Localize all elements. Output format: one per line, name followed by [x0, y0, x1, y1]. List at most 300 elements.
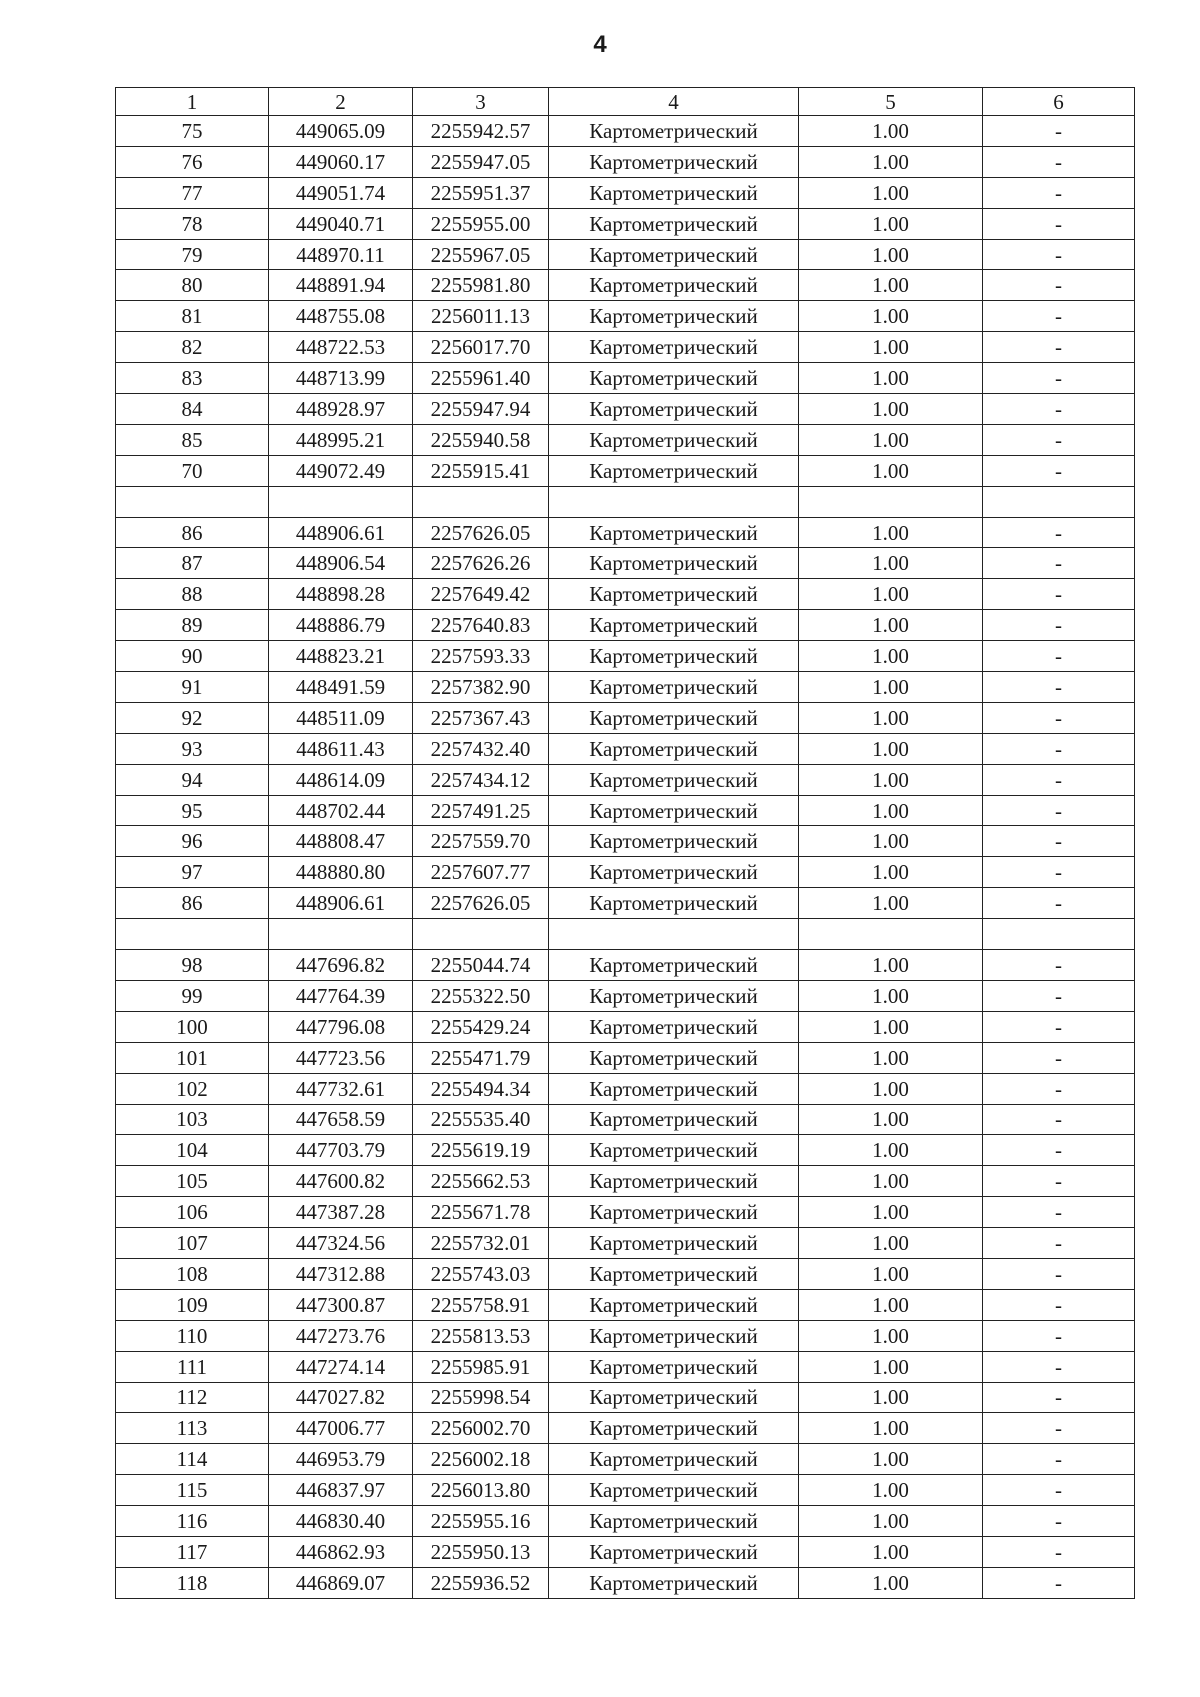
table-row [116, 980, 1135, 1011]
table-row [116, 1351, 1135, 1382]
description-cell: - [983, 1166, 1135, 1197]
x-coordinate-cell: 447273.76 [269, 1320, 413, 1351]
accuracy-cell: 1.00 [799, 1444, 983, 1475]
description-cell: - [983, 1073, 1135, 1104]
description-cell: - [983, 1042, 1135, 1073]
accuracy-cell: 1.00 [799, 1042, 983, 1073]
point-number-cell: 107 [116, 1228, 269, 1259]
table-row [116, 1413, 1135, 1444]
point-number-cell: 96 [116, 826, 269, 857]
table-row [116, 1382, 1135, 1413]
point-number-cell: 116 [116, 1506, 269, 1537]
method-cell: Картометрический [549, 1289, 799, 1320]
table-row [116, 641, 1135, 672]
y-coordinate-cell: 2255743.03 [413, 1258, 549, 1289]
accuracy-cell: 1.00 [799, 1011, 983, 1042]
method-cell: Картометрический [549, 672, 799, 703]
point-number-cell: 83 [116, 363, 269, 394]
column-header: 3 [413, 88, 549, 116]
y-coordinate-cell: 2257382.90 [413, 672, 549, 703]
method-cell: Картометрический [549, 1042, 799, 1073]
description-cell: - [983, 548, 1135, 579]
point-number-cell: 102 [116, 1073, 269, 1104]
y-coordinate-cell: 2255044.74 [413, 950, 549, 981]
table-row [116, 1536, 1135, 1567]
method-cell: Картометрический [549, 857, 799, 888]
method-cell: Картометрический [549, 1382, 799, 1413]
point-number-cell: 108 [116, 1258, 269, 1289]
accuracy-cell [799, 486, 983, 517]
method-cell: Картометрический [549, 795, 799, 826]
method-cell [549, 486, 799, 517]
coordinates-table [115, 87, 1135, 1599]
point-number-cell: 78 [116, 208, 269, 239]
y-coordinate-cell: 2255967.05 [413, 239, 549, 270]
table-body [116, 116, 1135, 1599]
x-coordinate-cell: 448491.59 [269, 672, 413, 703]
method-cell: Картометрический [549, 1011, 799, 1042]
accuracy-cell: 1.00 [799, 116, 983, 147]
y-coordinate-cell: 2255494.34 [413, 1073, 549, 1104]
x-coordinate-cell: 449040.71 [269, 208, 413, 239]
accuracy-cell: 1.00 [799, 1567, 983, 1598]
point-number-cell: 84 [116, 394, 269, 425]
accuracy-cell: 1.00 [799, 950, 983, 981]
description-cell: - [983, 1320, 1135, 1351]
table-row [116, 1166, 1135, 1197]
point-number-cell: 92 [116, 702, 269, 733]
table-row [116, 177, 1135, 208]
description-cell: - [983, 208, 1135, 239]
method-cell: Картометрический [549, 1197, 799, 1228]
x-coordinate-cell: 448713.99 [269, 363, 413, 394]
description-cell: - [983, 1536, 1135, 1567]
method-cell: Картометрический [549, 270, 799, 301]
accuracy-cell: 1.00 [799, 1536, 983, 1567]
y-coordinate-cell: 2256011.13 [413, 301, 549, 332]
point-number-cell: 111 [116, 1351, 269, 1382]
y-coordinate-cell: 2257649.42 [413, 579, 549, 610]
y-coordinate-cell: 2255813.53 [413, 1320, 549, 1351]
accuracy-cell: 1.00 [799, 455, 983, 486]
point-number-cell: 112 [116, 1382, 269, 1413]
accuracy-cell: 1.00 [799, 702, 983, 733]
y-coordinate-cell: 2255662.53 [413, 1166, 549, 1197]
table-row [116, 455, 1135, 486]
point-number-cell: 75 [116, 116, 269, 147]
method-cell: Картометрический [549, 1475, 799, 1506]
x-coordinate-cell: 447703.79 [269, 1135, 413, 1166]
table-row [116, 548, 1135, 579]
description-cell: - [983, 610, 1135, 641]
y-coordinate-cell: 2255961.40 [413, 363, 549, 394]
column-header: 5 [799, 88, 983, 116]
method-cell: Картометрический [549, 888, 799, 919]
x-coordinate-cell: 447300.87 [269, 1289, 413, 1320]
point-number-cell: 76 [116, 146, 269, 177]
description-cell: - [983, 1475, 1135, 1506]
description-cell: - [983, 301, 1135, 332]
table-row [116, 1506, 1135, 1537]
x-coordinate-cell: 448906.61 [269, 517, 413, 548]
y-coordinate-cell: 2257626.26 [413, 548, 549, 579]
x-coordinate-cell: 447732.61 [269, 1073, 413, 1104]
description-cell: - [983, 1506, 1135, 1537]
table-row [116, 363, 1135, 394]
x-coordinate-cell: 448906.54 [269, 548, 413, 579]
description-cell: - [983, 1135, 1135, 1166]
x-coordinate-cell: 447658.59 [269, 1104, 413, 1135]
x-coordinate-cell: 448898.28 [269, 579, 413, 610]
accuracy-cell: 1.00 [799, 1073, 983, 1104]
table-row [116, 1104, 1135, 1135]
method-cell: Картометрический [549, 1320, 799, 1351]
method-cell: Картометрический [549, 239, 799, 270]
point-number-cell: 99 [116, 980, 269, 1011]
method-cell: Картометрический [549, 363, 799, 394]
method-cell: Картометрический [549, 116, 799, 147]
description-cell: - [983, 641, 1135, 672]
x-coordinate-cell: 446869.07 [269, 1567, 413, 1598]
x-coordinate-cell: 448808.47 [269, 826, 413, 857]
method-cell: Картометрический [549, 980, 799, 1011]
method-cell: Картометрический [549, 764, 799, 795]
y-coordinate-cell: 2257626.05 [413, 517, 549, 548]
accuracy-cell: 1.00 [799, 332, 983, 363]
y-coordinate-cell [413, 486, 549, 517]
accuracy-cell: 1.00 [799, 1413, 983, 1444]
y-coordinate-cell: 2255947.05 [413, 146, 549, 177]
y-coordinate-cell: 2255981.80 [413, 270, 549, 301]
table-row [116, 208, 1135, 239]
table-row [116, 1197, 1135, 1228]
x-coordinate-cell: 447027.82 [269, 1382, 413, 1413]
method-cell: Картометрический [549, 208, 799, 239]
column-header: 6 [983, 88, 1135, 116]
accuracy-cell: 1.00 [799, 1382, 983, 1413]
point-number-cell: 101 [116, 1042, 269, 1073]
description-cell: - [983, 980, 1135, 1011]
table-row [116, 1567, 1135, 1598]
method-cell: Картометрический [549, 702, 799, 733]
description-cell: - [983, 270, 1135, 301]
x-coordinate-cell: 447764.39 [269, 980, 413, 1011]
accuracy-cell: 1.00 [799, 424, 983, 455]
y-coordinate-cell [413, 919, 549, 950]
table-row [116, 1475, 1135, 1506]
x-coordinate-cell: 448995.21 [269, 424, 413, 455]
description-cell: - [983, 764, 1135, 795]
table-row [116, 733, 1135, 764]
accuracy-cell [799, 919, 983, 950]
table-row [116, 239, 1135, 270]
table-row [116, 1320, 1135, 1351]
description-cell: - [983, 1382, 1135, 1413]
table-row [116, 486, 1135, 517]
point-number-cell: 98 [116, 950, 269, 981]
table-row [116, 1228, 1135, 1259]
y-coordinate-cell: 2257434.12 [413, 764, 549, 795]
method-cell: Картометрический [549, 301, 799, 332]
description-cell: - [983, 1104, 1135, 1135]
column-header: 4 [549, 88, 799, 116]
method-cell: Картометрический [549, 548, 799, 579]
accuracy-cell: 1.00 [799, 672, 983, 703]
accuracy-cell: 1.00 [799, 826, 983, 857]
description-cell [983, 919, 1135, 950]
accuracy-cell: 1.00 [799, 857, 983, 888]
point-number-cell: 87 [116, 548, 269, 579]
point-number-cell: 79 [116, 239, 269, 270]
x-coordinate-cell: 448755.08 [269, 301, 413, 332]
description-cell: - [983, 1413, 1135, 1444]
x-coordinate-cell: 448611.43 [269, 733, 413, 764]
table-row [116, 424, 1135, 455]
point-number-cell [116, 486, 269, 517]
point-number-cell: 81 [116, 301, 269, 332]
x-coordinate-cell: 448906.61 [269, 888, 413, 919]
y-coordinate-cell: 2255429.24 [413, 1011, 549, 1042]
table-row [116, 764, 1135, 795]
point-number-cell: 86 [116, 888, 269, 919]
description-cell: - [983, 1197, 1135, 1228]
point-number-cell [116, 919, 269, 950]
x-coordinate-cell [269, 486, 413, 517]
table-row [116, 1011, 1135, 1042]
x-coordinate-cell: 448511.09 [269, 702, 413, 733]
method-cell: Картометрический [549, 1444, 799, 1475]
accuracy-cell: 1.00 [799, 1506, 983, 1537]
x-coordinate-cell: 448823.21 [269, 641, 413, 672]
x-coordinate-cell: 447696.82 [269, 950, 413, 981]
accuracy-cell: 1.00 [799, 363, 983, 394]
description-cell: - [983, 950, 1135, 981]
x-coordinate-cell: 447312.88 [269, 1258, 413, 1289]
accuracy-cell: 1.00 [799, 548, 983, 579]
y-coordinate-cell: 2255619.19 [413, 1135, 549, 1166]
table-row [116, 517, 1135, 548]
method-cell: Картометрический [549, 1567, 799, 1598]
method-cell: Картометрический [549, 1073, 799, 1104]
x-coordinate-cell: 448614.09 [269, 764, 413, 795]
description-cell: - [983, 1228, 1135, 1259]
table-row [116, 394, 1135, 425]
y-coordinate-cell: 2257640.83 [413, 610, 549, 641]
y-coordinate-cell: 2256013.80 [413, 1475, 549, 1506]
point-number-cell: 109 [116, 1289, 269, 1320]
x-coordinate-cell: 447006.77 [269, 1413, 413, 1444]
method-cell: Картометрический [549, 332, 799, 363]
table-row [116, 116, 1135, 147]
point-number-cell: 94 [116, 764, 269, 795]
x-coordinate-cell: 447796.08 [269, 1011, 413, 1042]
point-number-cell: 100 [116, 1011, 269, 1042]
description-cell: - [983, 579, 1135, 610]
method-cell: Картометрический [549, 517, 799, 548]
description-cell: - [983, 394, 1135, 425]
y-coordinate-cell: 2255947.94 [413, 394, 549, 425]
method-cell: Картометрический [549, 641, 799, 672]
point-number-cell: 70 [116, 455, 269, 486]
accuracy-cell: 1.00 [799, 1197, 983, 1228]
y-coordinate-cell: 2255998.54 [413, 1382, 549, 1413]
y-coordinate-cell: 2255471.79 [413, 1042, 549, 1073]
description-cell: - [983, 363, 1135, 394]
description-cell: - [983, 455, 1135, 486]
x-coordinate-cell: 447723.56 [269, 1042, 413, 1073]
description-cell: - [983, 702, 1135, 733]
point-number-cell: 77 [116, 177, 269, 208]
x-coordinate-cell: 448928.97 [269, 394, 413, 425]
y-coordinate-cell: 2256017.70 [413, 332, 549, 363]
y-coordinate-cell: 2255940.58 [413, 424, 549, 455]
point-number-cell: 106 [116, 1197, 269, 1228]
description-cell: - [983, 1289, 1135, 1320]
point-number-cell: 82 [116, 332, 269, 363]
accuracy-cell: 1.00 [799, 146, 983, 177]
point-number-cell: 90 [116, 641, 269, 672]
x-coordinate-cell: 447324.56 [269, 1228, 413, 1259]
description-cell [983, 486, 1135, 517]
x-coordinate-cell: 448722.53 [269, 332, 413, 363]
accuracy-cell: 1.00 [799, 980, 983, 1011]
table-row [116, 857, 1135, 888]
accuracy-cell: 1.00 [799, 1104, 983, 1135]
y-coordinate-cell: 2255936.52 [413, 1567, 549, 1598]
table-row [116, 888, 1135, 919]
method-cell: Картометрический [549, 1413, 799, 1444]
y-coordinate-cell: 2255942.57 [413, 116, 549, 147]
accuracy-cell: 1.00 [799, 1475, 983, 1506]
point-number-cell: 85 [116, 424, 269, 455]
point-number-cell: 91 [116, 672, 269, 703]
method-cell: Картометрический [549, 1166, 799, 1197]
page-number: 4 [593, 31, 607, 58]
method-cell: Картометрический [549, 950, 799, 981]
point-number-cell: 105 [116, 1166, 269, 1197]
y-coordinate-cell: 2255322.50 [413, 980, 549, 1011]
description-cell: - [983, 116, 1135, 147]
x-coordinate-cell: 449051.74 [269, 177, 413, 208]
accuracy-cell: 1.00 [799, 1166, 983, 1197]
method-cell: Картометрический [549, 177, 799, 208]
x-coordinate-cell: 447387.28 [269, 1197, 413, 1228]
description-cell: - [983, 1567, 1135, 1598]
method-cell: Картометрический [549, 394, 799, 425]
table-row [116, 1042, 1135, 1073]
column-header: 2 [269, 88, 413, 116]
y-coordinate-cell: 2257491.25 [413, 795, 549, 826]
x-coordinate-cell: 448702.44 [269, 795, 413, 826]
description-cell: - [983, 857, 1135, 888]
y-coordinate-cell: 2255951.37 [413, 177, 549, 208]
point-number-cell: 113 [116, 1413, 269, 1444]
accuracy-cell: 1.00 [799, 239, 983, 270]
accuracy-cell: 1.00 [799, 301, 983, 332]
method-cell: Картометрический [549, 1536, 799, 1567]
table-row [116, 1444, 1135, 1475]
method-cell [549, 919, 799, 950]
y-coordinate-cell: 2255950.13 [413, 1536, 549, 1567]
y-coordinate-cell: 2257559.70 [413, 826, 549, 857]
accuracy-cell: 1.00 [799, 795, 983, 826]
accuracy-cell: 1.00 [799, 177, 983, 208]
method-cell: Картометрический [549, 455, 799, 486]
x-coordinate-cell: 448886.79 [269, 610, 413, 641]
table-row [116, 332, 1135, 363]
table-row [116, 1258, 1135, 1289]
description-cell: - [983, 424, 1135, 455]
description-cell: - [983, 1351, 1135, 1382]
description-cell: - [983, 733, 1135, 764]
point-number-cell: 93 [116, 733, 269, 764]
table-row [116, 795, 1135, 826]
x-coordinate-cell: 447274.14 [269, 1351, 413, 1382]
x-coordinate-cell: 447600.82 [269, 1166, 413, 1197]
point-number-cell: 115 [116, 1475, 269, 1506]
description-cell: - [983, 795, 1135, 826]
accuracy-cell: 1.00 [799, 1228, 983, 1259]
point-number-cell: 97 [116, 857, 269, 888]
y-coordinate-cell: 2256002.70 [413, 1413, 549, 1444]
method-cell: Картометрический [549, 1228, 799, 1259]
x-coordinate-cell: 446953.79 [269, 1444, 413, 1475]
y-coordinate-cell: 2256002.18 [413, 1444, 549, 1475]
x-coordinate-cell: 448880.80 [269, 857, 413, 888]
accuracy-cell: 1.00 [799, 764, 983, 795]
y-coordinate-cell: 2257367.43 [413, 702, 549, 733]
method-cell: Картометрический [549, 146, 799, 177]
point-number-cell: 88 [116, 579, 269, 610]
method-cell: Картометрический [549, 1104, 799, 1135]
table-row [116, 919, 1135, 950]
description-cell: - [983, 177, 1135, 208]
accuracy-cell: 1.00 [799, 888, 983, 919]
point-number-cell: 86 [116, 517, 269, 548]
description-cell: - [983, 517, 1135, 548]
y-coordinate-cell: 2255535.40 [413, 1104, 549, 1135]
description-cell: - [983, 146, 1135, 177]
accuracy-cell: 1.00 [799, 1351, 983, 1382]
table-row [116, 301, 1135, 332]
accuracy-cell: 1.00 [799, 641, 983, 672]
x-coordinate-cell: 448970.11 [269, 239, 413, 270]
y-coordinate-cell: 2257626.05 [413, 888, 549, 919]
y-coordinate-cell: 2255671.78 [413, 1197, 549, 1228]
x-coordinate-cell: 448891.94 [269, 270, 413, 301]
method-cell: Картометрический [549, 610, 799, 641]
x-coordinate-cell: 449072.49 [269, 455, 413, 486]
point-number-cell: 118 [116, 1567, 269, 1598]
accuracy-cell: 1.00 [799, 610, 983, 641]
accuracy-cell: 1.00 [799, 517, 983, 548]
method-cell: Картометрический [549, 826, 799, 857]
table-row [116, 270, 1135, 301]
point-number-cell: 110 [116, 1320, 269, 1351]
point-number-cell: 80 [116, 270, 269, 301]
table-row [116, 950, 1135, 981]
accuracy-cell: 1.00 [799, 1135, 983, 1166]
description-cell: - [983, 1258, 1135, 1289]
y-coordinate-cell: 2255732.01 [413, 1228, 549, 1259]
y-coordinate-cell: 2257593.33 [413, 641, 549, 672]
y-coordinate-cell: 2257432.40 [413, 733, 549, 764]
description-cell: - [983, 888, 1135, 919]
x-coordinate-cell: 446830.40 [269, 1506, 413, 1537]
point-number-cell: 103 [116, 1104, 269, 1135]
description-cell: - [983, 1011, 1135, 1042]
point-number-cell: 89 [116, 610, 269, 641]
